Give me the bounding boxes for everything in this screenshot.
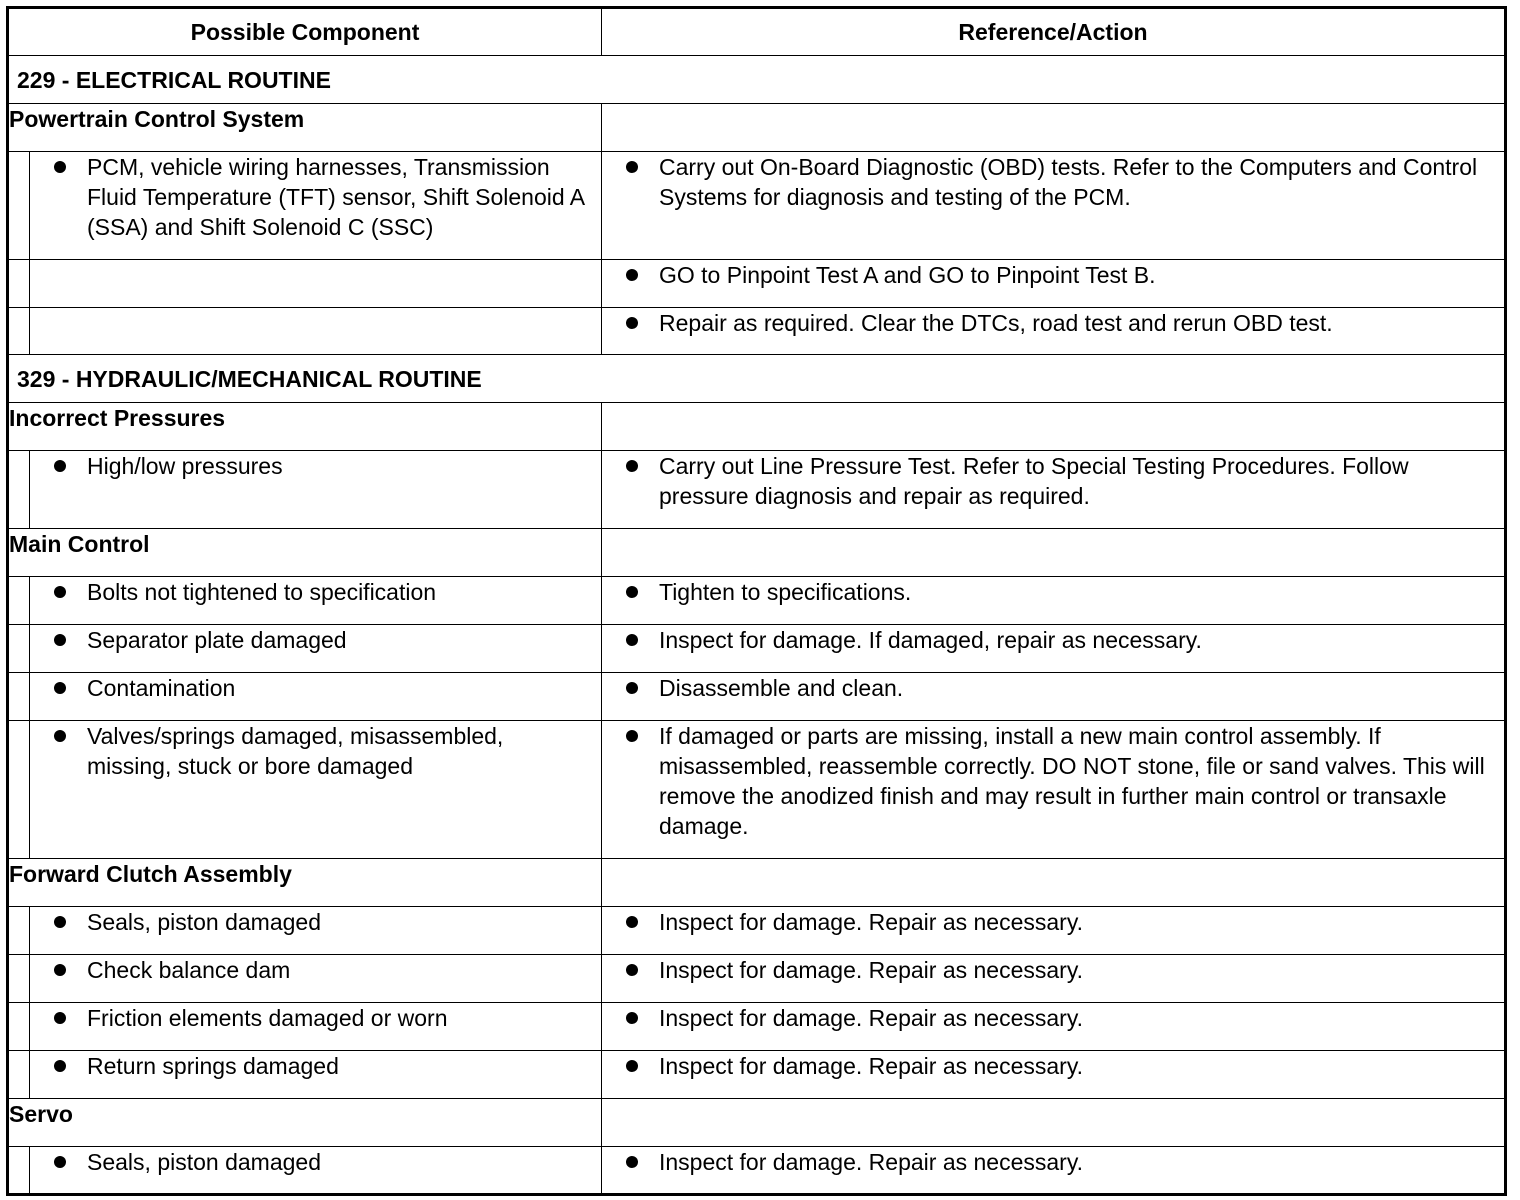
component-bullet-item [30,1003,601,1033]
component-cell [30,907,602,955]
bullet-icon [626,586,638,598]
item-row [8,1003,1506,1051]
item-row [8,451,1506,529]
bullet-icon [54,1012,66,1024]
action-text: Inspect for damage. Repair as necessary. [659,957,1084,983]
bullet-icon [626,730,638,742]
action-text: Repair as required. Clear the DTCs, road test and rerun OBD test. [659,310,1333,336]
action-cell [602,1003,1506,1051]
component-cell [30,577,602,625]
bullet-icon [54,634,66,646]
component-cell [30,260,602,308]
action-text: Inspect for damage. Repair as necessary. [659,909,1084,935]
action-text: Carry out On-Board Diagnostic (OBD) tests. Refer to the Computers and Control Systems for diagnosis and testing of the PCM. [659,154,1478,210]
component-cell [30,451,602,529]
item-row [8,625,1506,673]
indent-cell [8,1147,30,1195]
action-text: Inspect for damage. Repair as necessary. [659,1005,1084,1031]
component-text: Friction elements damaged or worn [87,1005,448,1031]
indent-cell [8,451,30,529]
bullet-icon [626,916,638,928]
action-text: If damaged or parts are missing, install a new main control assembly. If misassembled, reassemble correctly. DO NOT stone, file or sand valves. This will remove the anodized finish and may result in further main control or transaxle damage. [659,723,1485,839]
section-row [8,56,1506,104]
header-row [8,8,1506,56]
subsection-title: Incorrect Pressures [8,403,602,451]
component-bullet-item [30,721,601,781]
indent-cell [8,955,30,1003]
section-title: 229 - ELECTRICAL ROUTINE [8,56,1506,104]
item-row [8,260,1506,308]
action-bullet-item [602,1051,1504,1081]
bullet-icon [54,916,66,928]
bullet-icon [626,317,638,329]
component-cell [30,1147,602,1195]
action-cell [602,907,1506,955]
component-cell [30,1003,602,1051]
subsection-title: Servo [8,1099,602,1147]
action-text: Inspect for damage. If damaged, repair as necessary. [659,627,1202,653]
subsection-row [8,104,1506,152]
subsection-action-empty [602,104,1506,152]
bullet-icon [626,460,638,472]
bullet-icon [626,682,638,694]
indent-cell [8,577,30,625]
action-bullet-item [602,451,1504,511]
table-body [8,56,1506,1195]
item-row [8,673,1506,721]
subsection-row [8,403,1506,451]
subsection-row [8,529,1506,577]
bullet-icon [626,1060,638,1072]
subsection-action-empty [602,529,1506,577]
item-row [8,907,1506,955]
component-text: High/low pressures [87,453,283,479]
action-cell [602,721,1506,859]
action-cell [602,1147,1506,1195]
component-text: PCM, vehicle wiring harnesses, Transmission Fluid Temperature (TFT) sensor, Shift Solenoid A (SSA) and Shift Solenoid C (SSC) [87,154,584,240]
component-bullet-item [30,577,601,607]
bullet-icon [54,964,66,976]
action-text: Carry out Line Pressure Test. Refer to Special Testing Procedures. Follow pressure diagnosis and repair as required. [659,453,1409,509]
item-row [8,1147,1506,1195]
bullet-icon [626,634,638,646]
subsection-title: Main Control [8,529,602,577]
item-row [8,152,1506,260]
action-cell [602,451,1506,529]
bullet-icon [626,1156,638,1168]
bullet-icon [54,460,66,472]
subsection-row [8,1099,1506,1147]
bullet-icon [54,1060,66,1072]
action-bullet-item [602,308,1504,338]
bullet-icon [626,964,638,976]
component-bullet-item [30,955,601,985]
component-bullet-item [30,1051,601,1081]
indent-cell [8,673,30,721]
component-bullet-item [30,451,601,481]
bullet-icon [54,586,66,598]
indent-cell [8,308,30,355]
action-bullet-item [602,673,1504,703]
subsection-action-empty [602,1099,1506,1147]
component-text: Return springs damaged [87,1053,339,1079]
action-bullet-item [602,721,1504,841]
bullet-icon [626,269,638,281]
indent-cell [8,152,30,260]
indent-cell [8,625,30,673]
header-possible-component: Possible Component [8,8,602,56]
bullet-icon [626,161,638,173]
component-bullet-item [30,673,601,703]
component-text: Separator plate damaged [87,627,347,653]
component-cell [30,1051,602,1099]
indent-cell [8,260,30,308]
component-bullet-item [30,152,601,242]
indent-cell [8,1003,30,1051]
item-row [8,955,1506,1003]
action-cell [602,308,1506,355]
action-bullet-item [602,152,1504,212]
subsection-title: Powertrain Control System [8,104,602,152]
action-cell [602,260,1506,308]
item-row [8,721,1506,859]
bullet-icon [54,1156,66,1168]
component-bullet-item [30,625,601,655]
component-text: Seals, piston damaged [87,1149,321,1175]
action-cell [602,673,1506,721]
action-cell [602,152,1506,260]
subsection-action-empty [602,403,1506,451]
action-bullet-item [602,1147,1504,1177]
section-row [8,355,1506,403]
indent-cell [8,907,30,955]
action-bullet-item [602,577,1504,607]
action-text: GO to Pinpoint Test A and GO to Pinpoint Test B. [659,262,1156,288]
component-cell [30,955,602,1003]
component-text: Check balance dam [87,957,291,983]
component-cell [30,721,602,859]
component-cell [30,152,602,260]
indent-cell [8,721,30,859]
action-cell [602,955,1506,1003]
action-bullet-item [602,1003,1504,1033]
action-text: Inspect for damage. Repair as necessary. [659,1149,1084,1175]
subsection-title: Forward Clutch Assembly [8,859,602,907]
component-text: Contamination [87,675,236,701]
bullet-icon [54,730,66,742]
bullet-icon [626,1012,638,1024]
item-row [8,308,1506,355]
component-cell [30,308,602,355]
bullet-icon [54,682,66,694]
action-text: Inspect for damage. Repair as necessary. [659,1053,1084,1079]
action-bullet-item [602,260,1504,290]
diagnosis-table [6,6,1507,1196]
header-reference-action: Reference/Action [602,8,1506,56]
subsection-row [8,859,1506,907]
component-bullet-item [30,1147,601,1177]
component-cell [30,625,602,673]
indent-cell [8,1051,30,1099]
action-cell [602,1051,1506,1099]
action-cell [602,625,1506,673]
action-text: Tighten to specifications. [659,579,912,605]
component-text: Seals, piston damaged [87,909,321,935]
component-bullet-item [30,907,601,937]
item-row [8,1051,1506,1099]
component-text: Valves/springs damaged, misassembled, missing, stuck or bore damaged [87,723,504,779]
subsection-action-empty [602,859,1506,907]
section-title: 329 - HYDRAULIC/MECHANICAL ROUTINE [8,355,1506,403]
action-bullet-item [602,625,1504,655]
action-cell [602,577,1506,625]
component-cell [30,673,602,721]
action-text: Disassemble and clean. [659,675,904,701]
action-bullet-item [602,955,1504,985]
bullet-icon [54,161,66,173]
component-text: Bolts not tightened to specification [87,579,437,605]
item-row [8,577,1506,625]
action-bullet-item [602,907,1504,937]
